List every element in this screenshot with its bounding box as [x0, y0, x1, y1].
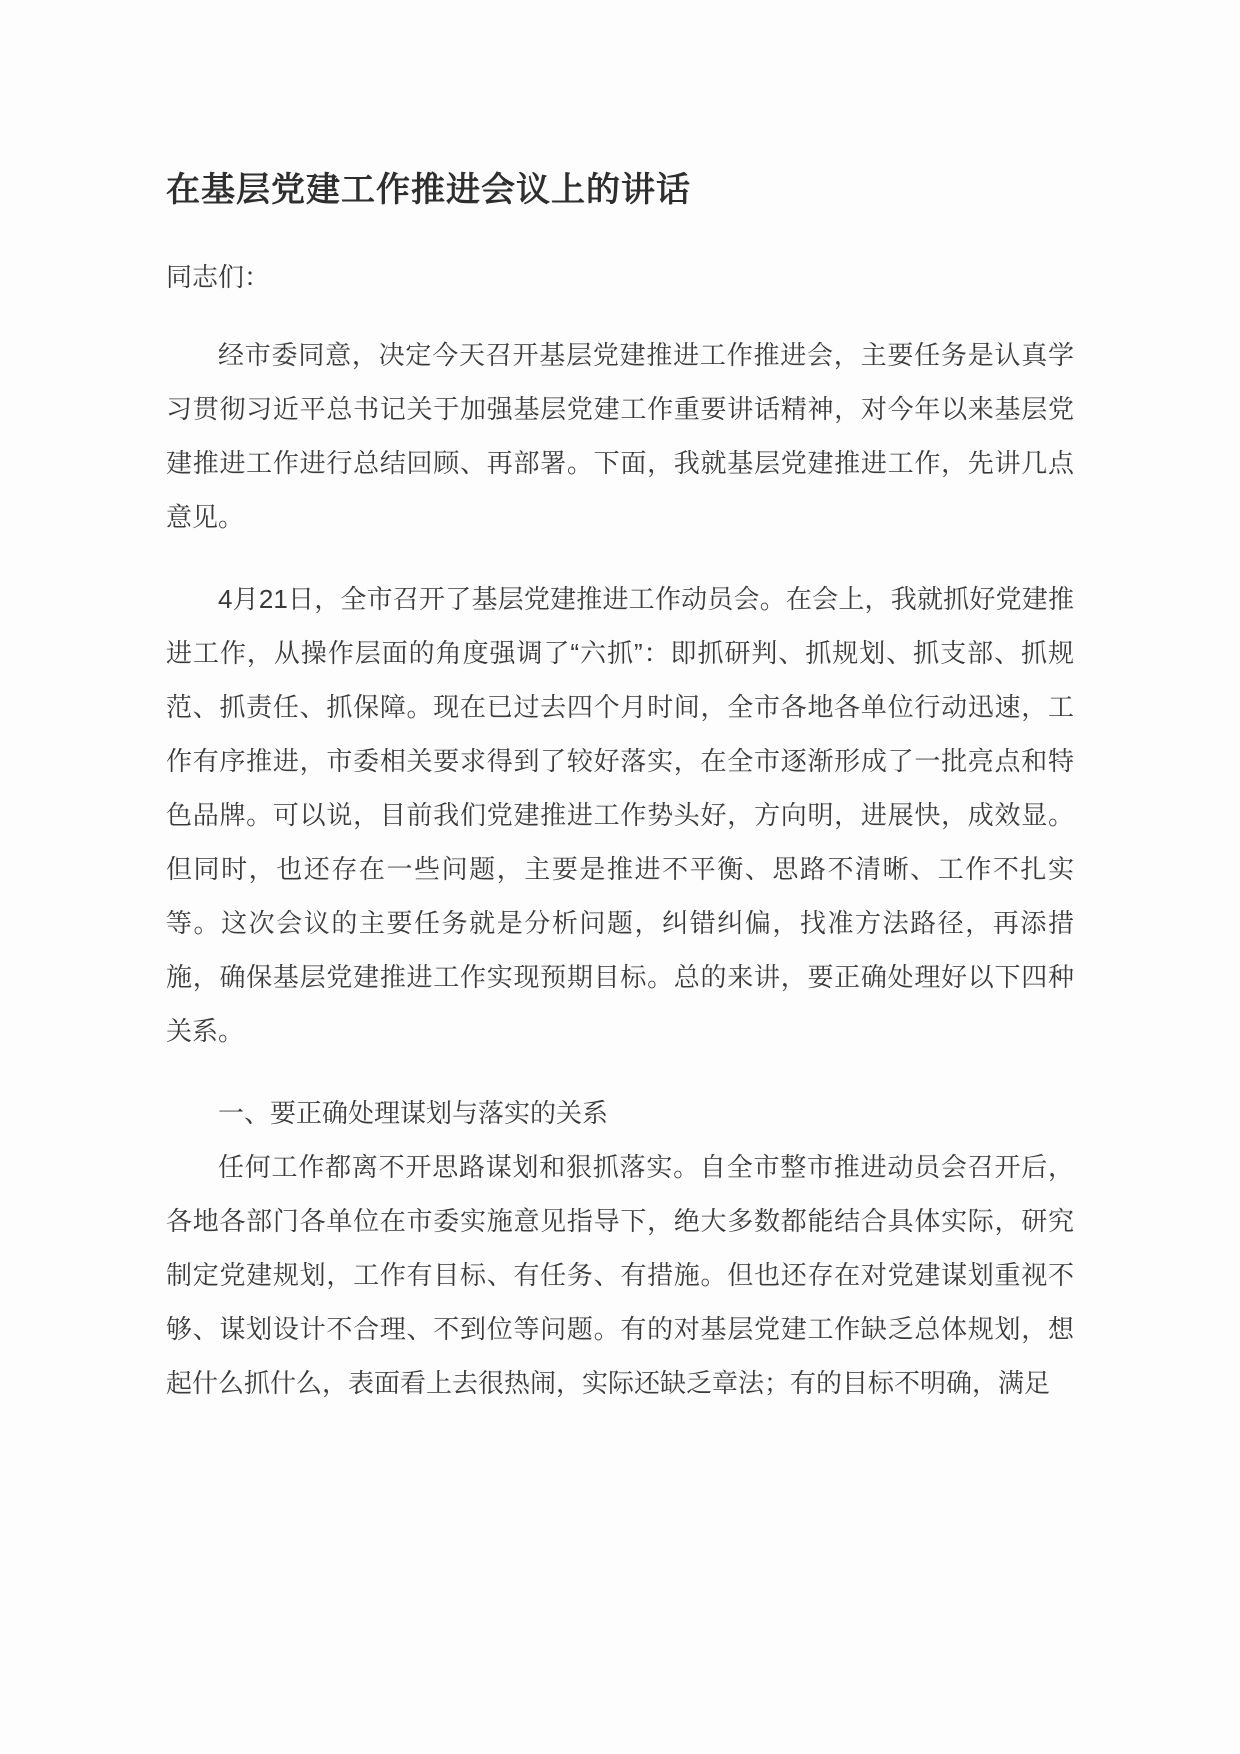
paragraph-review: 4月21日，全市召开了基层党建推进工作动员会。在会上，我就抓好党建推进工作，从操作层面的角度强调了“六抓”：即抓研判、抓规划、抓支部、抓规范、抓责任、抓保障。现在已过去四个月时间，全市各地各单位行动迅速，工作有序推进，市委相关要求得到了较好落实，在全市逐渐形成了一批亮点和特色品牌。可以说，目前我们党建推进工作势头好，方向明，进展快，成效显。但同时，也还存在一些问题，主要是推进不平衡、思路不清晰、工作不扎实等。这次会议的主要任务就是分析问题，纠错纠偏，找准方法路径，再添措施，确保基层党建推进工作实现预期目标。总的来讲，要正确处理好以下四种关系。 [166, 584, 1074, 1047]
salutation: 同志们： [166, 262, 271, 293]
paragraph-opening: 经市委同意，决定今天召开基层党建推进工作推进会，主要任务是认真学习贯彻习近平总书记关于加强基层党建工作重要讲话精神，对今年以来基层党建推进工作进行总结回顾、再部署。下面，我就基层党建推进工作，先讲几点意见。 [166, 340, 1074, 533]
document-title: 在基层党建工作推进会议上的讲话 [166, 171, 691, 209]
section-heading-one: 一、要正确处理谋划与落实的关系 [218, 1098, 609, 1129]
paragraph-planning: 任何工作都离不开思路谋划和狠抓落实。自全市整市推进动员会召开后，各地各部门各单位在市委实施意见指导下，绝大多数都能结合具体实际，研究制定党建规划，工作有目标、有任务、有措施。但也还存在对党建谋划重视不够、谋划设计不合理、不到位等问题。有的对基层党建工作缺乏总体规划，想起什么抓什么，表面看上去很热闹，实际还缺乏章法；有的目标不明确，满足 [166, 1152, 1074, 1399]
